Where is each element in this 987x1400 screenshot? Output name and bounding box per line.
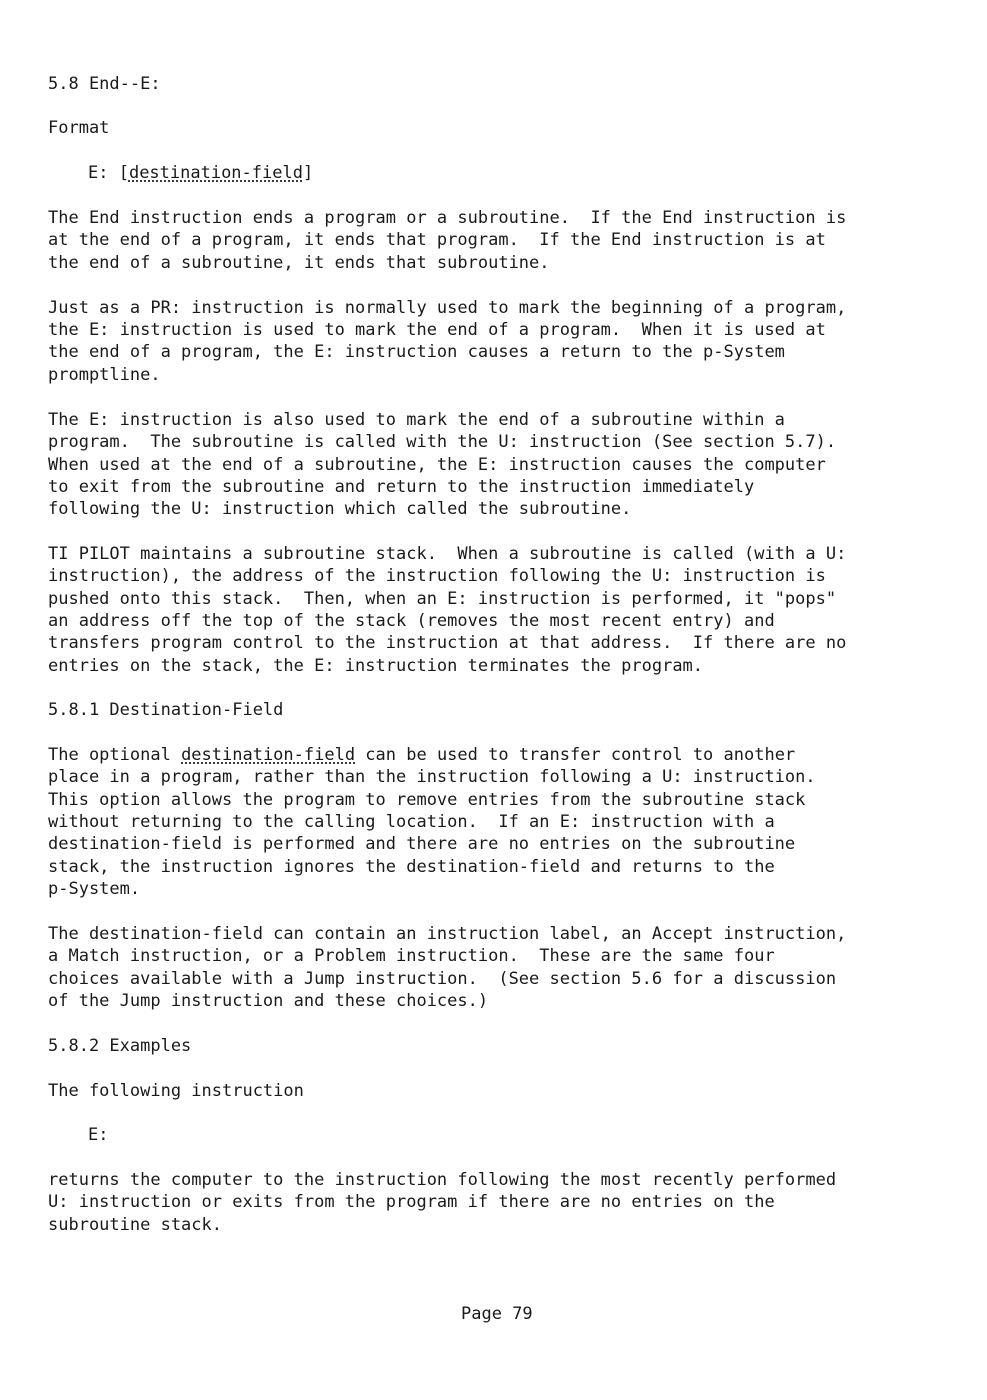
format-syntax (88, 162, 313, 184)
para5-line: p-System. (48, 879, 141, 899)
para4-line: transfers program control to the instruction at that address. If there are no (48, 633, 847, 653)
para2-line: the E: instruction is used to mark the end of a program. When it is used at (48, 320, 826, 340)
para6-line: of the Jump instruction and these choices.) (48, 991, 489, 1011)
section-heading: 5.8 End--E: (48, 74, 161, 94)
para5-line (48, 744, 795, 766)
para1-line: the end of a subroutine, it ends that subroutine. (48, 253, 550, 273)
para5-line: without returning to the calling location. If an E: instruction with a (48, 812, 775, 832)
format-prefix: E: [ (88, 163, 129, 183)
para2-line: Just as a PR: instruction is normally used to mark the beginning of a program, (48, 298, 847, 318)
para1-line: at the end of a program, it ends that program. If the End instruction is at (48, 230, 826, 250)
para4-line: pushed onto this stack. Then, when an E: instruction is performed, it "pops" (48, 589, 837, 609)
para7-line: returns the computer to the instruction following the most recently performed (48, 1170, 837, 1190)
para6-line: a Match instruction, or a Problem instruction. These are the same four (48, 946, 775, 966)
para3-line: following the U: instruction which called the subroutine. (48, 499, 632, 519)
para6-line: The destination-field can contain an instruction label, an Accept instruction, (48, 924, 847, 944)
para7-line: subroutine stack. (48, 1215, 222, 1235)
para5-line: destination-field is performed and there are no entries on the subroutine (48, 834, 796, 854)
subsection-heading: 5.8.2 Examples (48, 1036, 192, 1056)
para4-line: TI PILOT maintains a subroutine stack. When a subroutine is called (with a U: (48, 544, 847, 564)
para5-after: can be used to transfer control to another (355, 745, 796, 765)
examples-intro: The following instruction (48, 1081, 304, 1101)
para5-line: place in a program, rather than the instruction following a U: instruction. (48, 767, 816, 787)
format-field: destination-field (128, 163, 303, 183)
para5-line: stack, the instruction ignores the destination-field and returns to the (48, 857, 775, 877)
format-label: Format (48, 118, 110, 138)
page-number: Page 79 (461, 1304, 533, 1324)
para5-before: The optional (48, 745, 182, 765)
example-code: E: (88, 1125, 109, 1145)
para3-line: The E: instruction is also used to mark the end of a subroutine within a (48, 410, 785, 430)
para3-line: to exit from the subroutine and return to the instruction immediately (48, 477, 755, 497)
para6-line: choices available with a Jump instruction. (See section 5.6 for a discussion (48, 969, 837, 989)
para5-field: destination-field (181, 745, 356, 765)
para1-line: The End instruction ends a program or a subroutine. If the End instruction is (48, 208, 847, 228)
para4-line: entries on the stack, the E: instruction terminates the program. (48, 656, 704, 676)
para7-line: U: instruction or exits from the program if there are no entries on the (48, 1192, 775, 1212)
para2-line: promptline. (48, 365, 161, 385)
para4-line: an address off the top of the stack (removes the most recent entry) and (48, 611, 775, 631)
para3-line: program. The subroutine is called with the U: instruction (See section 5.7). (48, 432, 837, 452)
para3-line: When used at the end of a subroutine, the E: instruction causes the computer (48, 455, 826, 475)
para5-line: This option allows the program to remove entries from the subroutine stack (48, 790, 806, 810)
para4-line: instruction), the address of the instruction following the U: instruction is (48, 566, 826, 586)
format-suffix: ] (302, 163, 314, 183)
subsection-heading: 5.8.1 Destination-Field (48, 700, 284, 720)
para2-line: the end of a program, the E: instruction causes a return to the p-System (48, 342, 785, 362)
